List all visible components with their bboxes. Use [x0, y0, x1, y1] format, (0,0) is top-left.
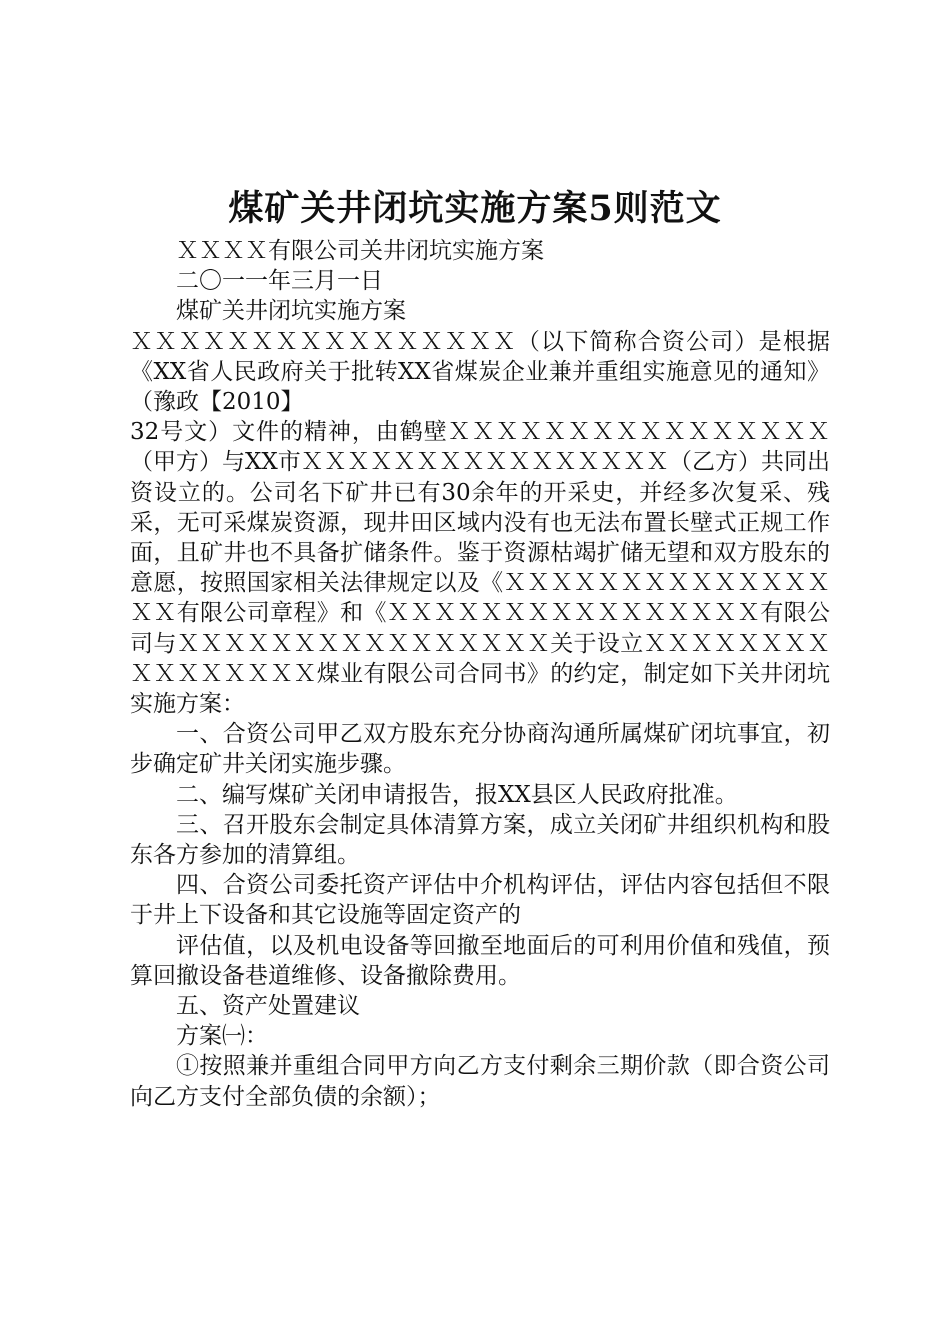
- paragraph-company-plan-heading: ＸＸＸＸ有限公司关井闭坑实施方案: [176, 238, 544, 264]
- document-body: [130, 236, 830, 1112]
- paragraph-plan-heading: 煤矿关井闭坑实施方案: [176, 298, 406, 325]
- paragraph-step-2: 二、编写煤矿关闭申请报告，报XX县区人民政府批准。: [176, 781, 738, 808]
- paragraph-step-3: 三、召开股东会制定具体清算方案，成立关闭矿井组织机构和股东各方参加的清算组。: [130, 811, 830, 869]
- paragraph-step-4: 四、合资公司委托资产评估中介机构评估，评估内容包括但不限于井上下设备和其它设施等固定资产的: [130, 872, 830, 929]
- document-title: 煤矿关井闭坑实施方案5则范文: [228, 188, 722, 229]
- paragraph-date: 二〇一一年三月一日: [176, 268, 383, 295]
- paragraph-option-1-item-1: ①按照兼并重组合同甲方向乙方支付剩余三期价款（即合资公司向乙方支付全部负债的余额）；: [130, 1053, 830, 1110]
- paragraph-step-1: 一、合资公司甲乙双方股东充分协商沟通所属煤矿闭坑事宜，初步确定矿井关闭实施步骤。: [130, 721, 830, 778]
- paragraph-option-1-heading: 方案㈠：: [176, 1023, 268, 1050]
- paragraph-intro: ＸＸＸＸＸＸＸＸＸＸＸＸＸＸＸＸ（以下简称合资公司）是根据《XX省人民政府关于批转XX省煤炭企业兼并重组实施意见的通知》（豫政【2010】: [130, 328, 830, 416]
- paragraph-step-4-continued: 评估值，以及机电设备等回撤至地面后的可利用价值和残值，预算回撤设备巷道维修、设备撤除费用。: [130, 932, 830, 989]
- paragraph-background: 32号文）文件的精神，由鹤壁ＸＸＸＸＸＸＸＸＸＸＸＸＸＸＸＸ（甲方）与XX市ＸＸＸＸＸＸＸＸＸＸＸＸＸＸＸＸ（乙方）共同出资设立的。公司名下矿井已有30余年的开采史，并经多次复采、残采，无可采煤炭资源，现井田区域内没有也无法布置长壁式正规工作面，且矿井也不具备扩储条件。鉴于资源枯竭扩储无望和双方股东的意愿，按照国家相关法律规定以及《ＸＸＸＸＸＸＸＸＸＸＸＸＸＸＸＸ有限公司章程》和《ＸＸＸＸＸＸＸＸＸＸＸＸＸＸＸＸ有限公司与ＸＸＸＸＸＸＸＸＸＸＸＸＸＸＸＸ关于设立ＸＸＸＸＸＸＸＸＸＸＸＸＸＸＸＸ煤业有限公司合同书》的约定，制定如下关井闭坑实施方案：: [130, 419, 830, 718]
- paragraph-step-5: 五、资产处置建议: [176, 993, 360, 1020]
